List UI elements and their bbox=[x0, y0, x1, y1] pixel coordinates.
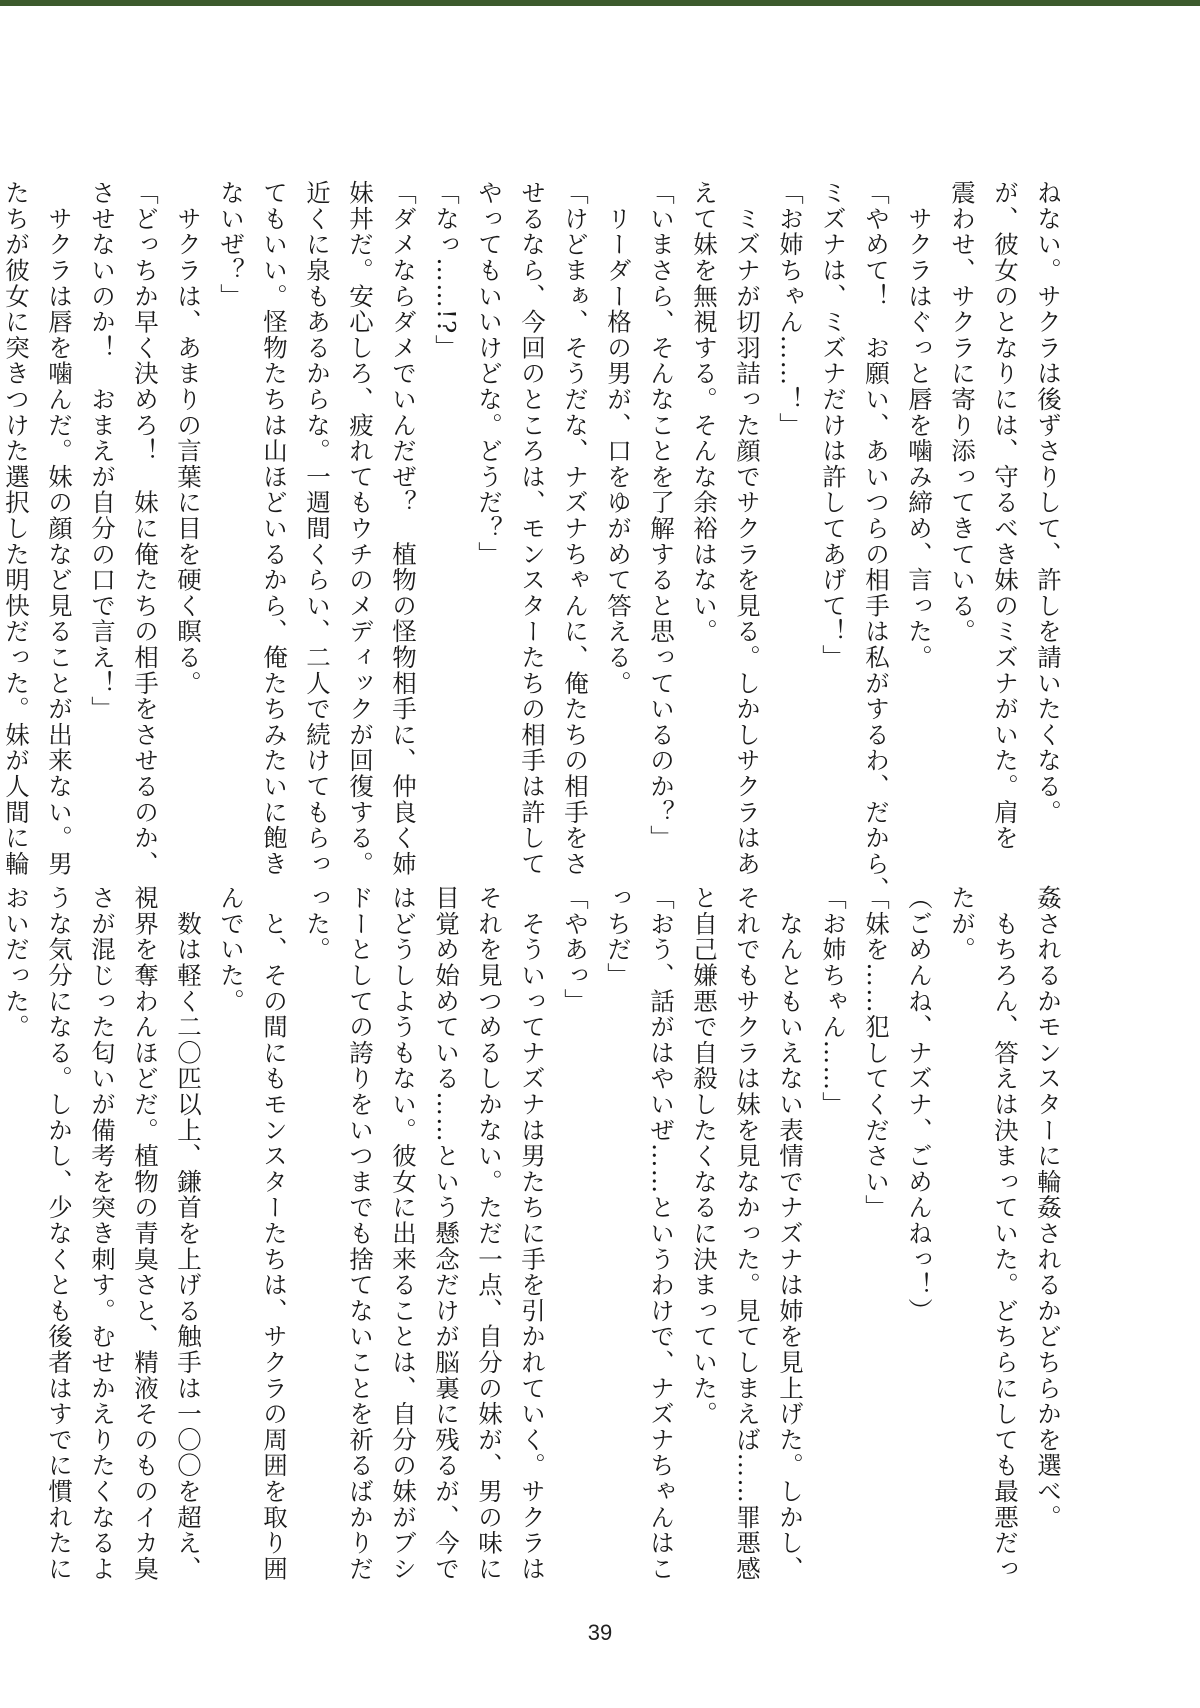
text-line: 「お姉ちゃん……」 bbox=[819, 885, 848, 1118]
text-line: たちが彼女に突きつけた選択した明快だった。妹が人間に輪 bbox=[2, 180, 31, 877]
text-line: やってもいいけどな。どうだ？」 bbox=[475, 180, 504, 567]
text-line: うな気分になる。しかし、少なくとも後者はすでに慣れたに bbox=[45, 885, 74, 1582]
text-line: 震わせ、サクラに寄り添ってきている。 bbox=[948, 180, 977, 645]
page-number: 39 bbox=[587, 1620, 613, 1645]
text-line: 「ダメならダメでいんだぜ？ 植物の怪物相手に、仲良く姉 bbox=[389, 180, 418, 877]
text-line: と自己嫌悪で自殺したくなるに決まっていた。 bbox=[690, 885, 719, 1427]
page-body bbox=[2, 170, 1070, 1590]
text-line: リーダー格の男が、口をゆがめて答える。 bbox=[604, 180, 633, 696]
text-line: 近くに泉もあるからな。一週間くらい、二人で続けてもらっ bbox=[303, 180, 332, 877]
text-line: ミズナは、ミズナだけは許してあげて！」 bbox=[819, 180, 848, 671]
text-line: させないのか！ おまえが自分の口で言え！」 bbox=[88, 180, 117, 722]
text-line: なんともいえない表情でナズナは姉を見上げた。しかし、 bbox=[776, 885, 805, 1582]
text-line: てもいい。怪物たちは山ほどいるから、俺たちみたいに飽き bbox=[260, 180, 289, 877]
page-top-edge bbox=[0, 0, 1200, 6]
text-line: えて妹を無視する。そんな余裕はない。 bbox=[690, 180, 719, 645]
text-line: さが混じった匂いが備考を突き刺す。むせかえりたくなるよ bbox=[88, 885, 117, 1582]
text-line: 「けどまぁ、そうだな、ナズナちゃんに、俺たちの相手をさ bbox=[561, 180, 590, 877]
text-line: そういってナズナは男たちに手を引かれていく。サクラは bbox=[518, 885, 547, 1582]
text-line: たが。 bbox=[948, 885, 977, 963]
upper-text-block bbox=[2, 180, 1070, 903]
text-line: それでもサクラは妹を見なかった。見てしまえば……罪悪感 bbox=[733, 885, 762, 1582]
text-line: 「おう、話がはやいぜ……というわけで、ナズナちゃんはこ bbox=[647, 885, 676, 1582]
text-line: が、彼女のとなりには、守るべき妹のミズナがいた。肩を bbox=[991, 180, 1020, 851]
text-line: ミズナが切羽詰った顔でサクラを見る。しかしサクラはあ bbox=[733, 180, 762, 877]
text-line: 「いまさら、そんなことを了解すると思っているのか？」 bbox=[647, 180, 676, 851]
text-line: 「なっ……!?」 bbox=[432, 180, 461, 361]
text-line: んでいた。 bbox=[217, 885, 246, 1014]
text-line: っちだ」 bbox=[604, 885, 633, 989]
text-line: サクラはぐっと唇を噛み締め、言った。 bbox=[905, 180, 934, 671]
text-line: （ごめんね、ナズナ、ごめんねっ！） bbox=[905, 885, 934, 1324]
lower-text-block bbox=[2, 885, 1070, 1582]
text-line: 妹丼だ。安心しろ、疲れてもウチのメディックが回復する。 bbox=[346, 180, 375, 877]
text-line: 「妹を……犯してください」 bbox=[862, 885, 891, 1221]
text-line: 「やあっ」 bbox=[561, 885, 590, 1014]
text-line: と、その間にもモンスターたちは、サクラの周囲を取り囲 bbox=[260, 885, 289, 1582]
text-line: 「お姉ちゃん……！」 bbox=[776, 180, 805, 438]
text-line: 数は軽く二〇匹以上、鎌首を上げる触手は一〇〇を超え、 bbox=[174, 885, 203, 1582]
text-line: ドーとしての誇りをいつまでも捨てないことを祈るばかりだ bbox=[346, 885, 375, 1582]
text-line: サクラは唇を噛んだ。妹の顔など見ることが出来ない。男 bbox=[45, 180, 74, 877]
text-line: った。 bbox=[303, 885, 332, 963]
text-line: ないぜ？」 bbox=[217, 180, 246, 309]
text-line: ねない。サクラは後ずさりして、許しを請いたくなる。 bbox=[1034, 180, 1063, 825]
text-line: 「どっちか早く決めろ！ 妹に俺たちの相手をさせるのか、 bbox=[131, 180, 160, 877]
text-line: おいだった。 bbox=[2, 885, 31, 1040]
text-line: 視界を奪わんほどだ。植物の青臭さと、精液そのものイカ臭 bbox=[131, 885, 160, 1582]
text-line: 目覚め始めている……という懸念だけが脳裏に残るが、今で bbox=[432, 885, 461, 1582]
text-line: 「やめて！ お願い、あいつらの相手は私がするわ、だから、 bbox=[862, 180, 891, 903]
text-line: サクラは、あまりの言葉に目を硬く瞑る。 bbox=[174, 180, 203, 696]
text-line: はどうしようもない。彼女に出来ることは、自分の妹がブシ bbox=[389, 885, 418, 1582]
text-line: もちろん、答えは決まっていた。どちらにしても最悪だっ bbox=[991, 885, 1020, 1582]
text-line: それを見つめるしかない。ただ一点、自分の妹が、男の味に bbox=[475, 885, 504, 1582]
text-line: 姦されるかモンスターに輪姦されるかどちらかを選べ。 bbox=[1034, 885, 1063, 1530]
text-line: せるなら、今回のところは、モンスターたちの相手は許して bbox=[518, 180, 547, 877]
